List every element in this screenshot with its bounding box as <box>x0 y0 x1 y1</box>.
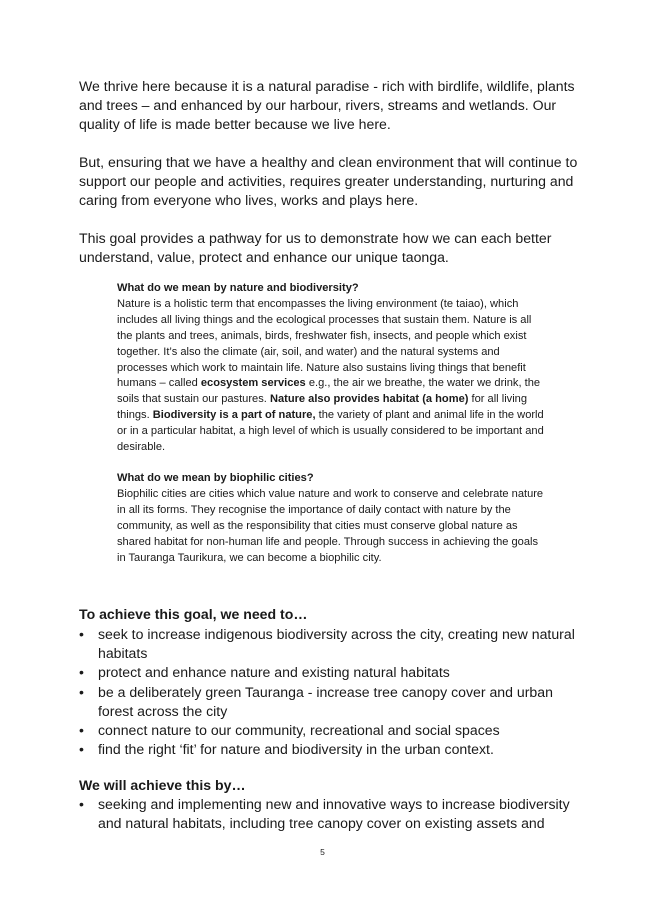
page-number: 5 <box>320 847 325 857</box>
intro-paragraph-1: We thrive here because it is a natural paradise - rich with birdlife, wildlife, plants and trees – and enhanced by our harbour, rivers, streams and wetlands. Our quality of life is made better because we live here. <box>79 78 575 133</box>
list-item: • seek to increase indigenous biodiversity across the city, creating new natural habitats <box>79 626 575 661</box>
list-item: • find the right ‘fit’ for nature and biodiversity in the urban context. <box>79 741 494 758</box>
biophilic-definition-box <box>117 471 549 566</box>
goal-list <box>79 625 579 760</box>
nature-definition-box <box>117 281 549 456</box>
bullet-icon: • <box>79 796 84 812</box>
bullet-icon: • <box>79 626 84 642</box>
biophilic-heading: What do we mean by biophilic cities? <box>117 472 314 484</box>
intro-paragraph-3: This goal provides a pathway for us to demonstrate how we can each better understand, value, protect and enhance our unique taonga. <box>79 230 552 266</box>
list-item: • seeking and implementing new and innovative ways to increase biodiversity and natural habitats, including tree canopy cover on existing assets and <box>79 796 570 831</box>
intro-paragraph-2: But, ensuring that we have a healthy and clean environment that will continue to support our people and activities, requires greater understanding, nurturing and caring from everyone who lives, works and plays here. <box>79 154 578 209</box>
bullet-icon: • <box>79 722 84 739</box>
achieve-heading: We will achieve this by… <box>79 777 246 793</box>
list-item: • protect and enhance nature and existing natural habitats <box>79 664 450 681</box>
achieve-list <box>79 795 579 833</box>
bullet-icon: • <box>79 741 84 758</box>
nature-heading: What do we mean by nature and biodiversity? <box>117 282 359 294</box>
bullet-icon: • <box>79 664 84 681</box>
biophilic-text: Biophilic cities are cities which value nature and work to conserve and celebrate nature in all its forms. They recognise the importance of daily contact with nature by the community, as well as the responsibility that cities must conserve global nature as shared habitat for non-human life and people. Through success in achieving the goals in Tauranga Taurikura, we can become a biophilic city. <box>117 487 544 564</box>
bullet-icon: • <box>79 683 84 700</box>
goal-heading: To achieve this goal, we need to… <box>79 606 308 622</box>
list-item: • be a deliberately green Tauranga - increase tree canopy cover and urban forest across the city <box>79 683 553 719</box>
list-item: • connect nature to our community, recreational and social spaces <box>79 722 500 739</box>
nature-text: Nature is a holistic term that encompasses the living environment (te taiao), which includes all living things and the ecological processes that sustain them. Nature is all the plants and trees, animals, birds, freshwater fish, insects, and people which exist together. It’s also the climate (air, soil, and water) and the natural systems and processes which work to maintain life. Nature also sustains living things that benefit humans – called ecosystem services e.g., the air we breathe, the water we drink, the soils that sustain our pastures. Nature also provides habitat (a home) for all living things. Biodiversity is a part of nature, the variety of plant and animal life in the world or in a particular habitat, a high level of which is usually considered to be important and desirable. <box>117 297 544 454</box>
